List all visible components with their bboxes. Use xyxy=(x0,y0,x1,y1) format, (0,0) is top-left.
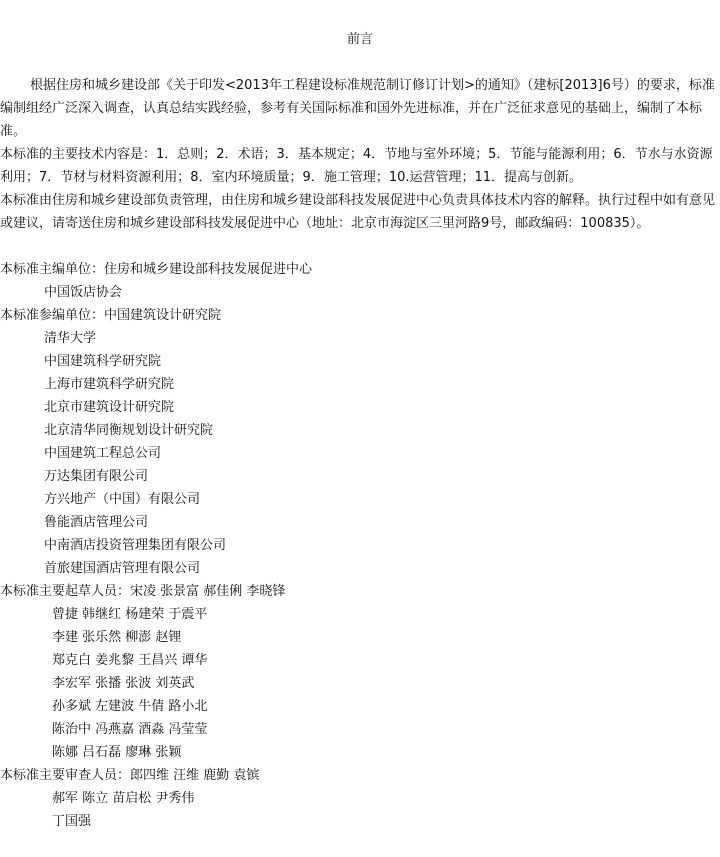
drafters-row: 陈娜 吕石磊 廖琳 张颖 xyxy=(52,745,182,760)
reviewers-row: 郎四维 汪维 鹿勤 袁镔 xyxy=(130,768,260,783)
drafters-line xyxy=(0,580,285,603)
chief-units-label: 本标准主编单位： xyxy=(0,262,105,277)
participating-unit-item: 中国建筑设计研究院 xyxy=(104,308,222,323)
drafters-row: 陈治中 冯燕嘉 酒淼 冯莹莹 xyxy=(52,722,208,737)
drafters-row: 曾捷 韩继红 杨建荣 于震平 xyxy=(52,607,208,622)
chief-unit-item: 中国饭店协会 xyxy=(44,285,123,300)
management-paragraph: 本标准由住房和城乡建设部负责管理，由住房和城乡建设部科技发展促进中心负责具体技术内容的解释。执行过程中如有意见或建议，请寄送住房和城乡建设部科技发展促进中心（地址：北京市海淀区三里河路9号，邮政编码：100835）。 xyxy=(0,193,716,231)
drafters-row: 郑克白 姜兆黎 王昌兴 谭华 xyxy=(52,653,208,668)
participating-unit-item: 清华大学 xyxy=(44,331,97,346)
participating-unit-item: 中国建筑科学研究院 xyxy=(44,354,162,369)
drafters-label: 本标准主要起草人员： xyxy=(0,584,131,599)
page-title: 前言 xyxy=(346,32,373,47)
reviewers-row: 丁国强 xyxy=(52,814,92,829)
participating-unit-item: 中南酒店投资管理集团有限公司 xyxy=(44,538,227,553)
participating-unit-item: 首旅建国酒店管理有限公司 xyxy=(44,561,201,576)
drafters-row: 李宏军 张播 张波 刘英武 xyxy=(52,676,195,691)
reviewers-row: 郝军 陈立 苗启松 尹秀伟 xyxy=(52,791,195,806)
drafters-row: 李建 张乐然 柳澎 赵锂 xyxy=(52,630,182,645)
participating-unit-item: 北京清华同衡规划设计研究院 xyxy=(44,423,214,438)
participating-unit-item: 中国建筑工程总公司 xyxy=(44,446,162,461)
participating-unit-item: 北京市建筑设计研究院 xyxy=(44,400,175,415)
intro-paragraph: 根据住房和城乡建设部《关于印发<2013年工程建设标准规范制订修订计划>的通知》（建标[2013]6号）的要求，标准编制组经广泛深入调查，认真总结实践经验，参考有关国际标准和国外先进标准，并在广泛征求意见的基础上，编制了本标准。 xyxy=(0,78,715,139)
drafters-row: 宋凌 张景富 郝佳俐 李晓锋 xyxy=(130,584,286,599)
participating-unit-item: 方兴地产（中国）有限公司 xyxy=(44,492,201,507)
reviewers-line xyxy=(0,764,259,787)
drafters-row: 孙多斌 左建波 牛倩 路小北 xyxy=(52,699,208,714)
chief-units-line xyxy=(0,258,312,281)
main-content-paragraph: 本标准的主要技术内容是：1．总则；2．术语；3．基本规定；4．节地与室外环境；5．节能与能源利用；6．节水与水资源利用；7．节材与材料资源利用；8．室内环境质量；9．施工管理；10.运营管理；11．提高与创新。 xyxy=(0,147,713,185)
chief-unit-item: 住房和城乡建设部科技发展促进中心 xyxy=(104,262,313,277)
reviewers-label: 本标准主要审查人员： xyxy=(0,768,131,783)
participating-unit-item: 上海市建筑科学研究院 xyxy=(44,377,175,392)
participating-units-line xyxy=(0,304,221,327)
participating-units-label: 本标准参编单位： xyxy=(0,308,105,323)
participating-unit-item: 鲁能酒店管理公司 xyxy=(44,515,149,530)
participating-unit-item: 万达集团有限公司 xyxy=(44,469,149,484)
